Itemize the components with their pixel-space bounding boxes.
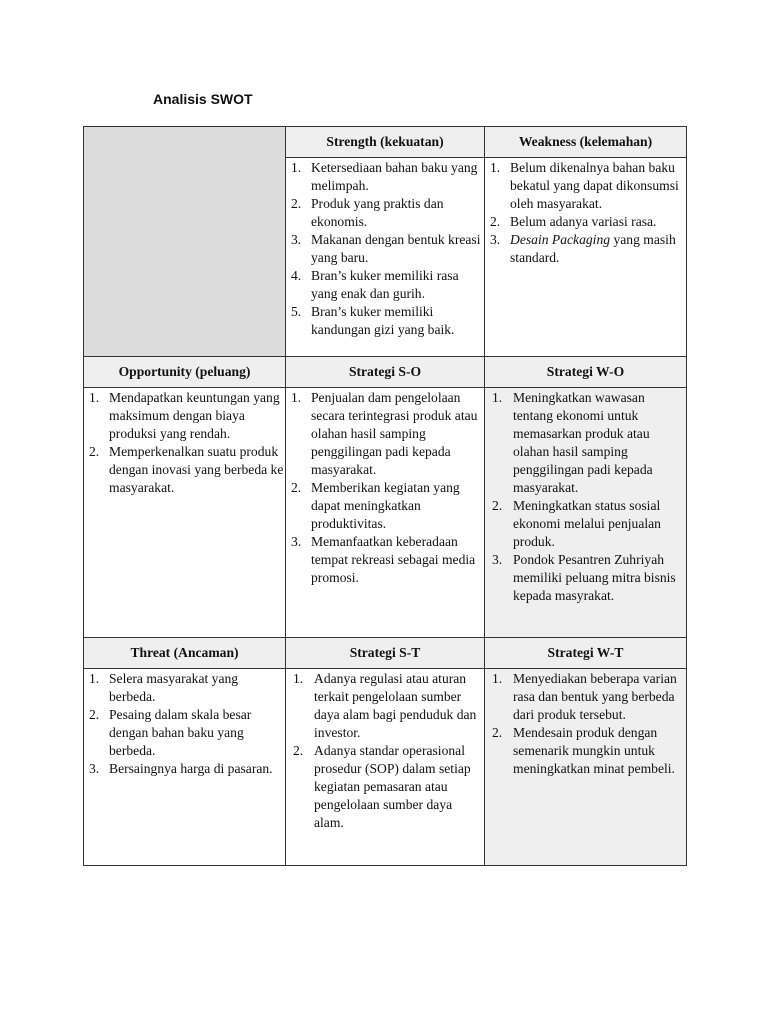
list-item: 3. Bersaingnya harga di pasaran. (89, 761, 273, 776)
corner-cell (84, 127, 286, 357)
strength-header: Strength (kekuatan) (286, 127, 485, 158)
list-item: 1. Penjualan dam pengelolaan secara terintegrasi produk atau olahan hasil samping penggilingan padi kepada masyarakat. (291, 390, 478, 477)
list-item: 5. Bran’s kuker memiliki kandungan gizi yang baik. (291, 304, 455, 337)
strategy-so-list (286, 389, 484, 587)
header-row-strength-weakness (84, 127, 687, 158)
list-item: 2. Memperkenalkan suatu produk dengan inovasi yang berbeda ke masyarakat. (89, 444, 284, 495)
body-row-threat (84, 669, 687, 866)
swot-table (83, 126, 687, 866)
list-item: 2. Memberikan kegiatan yang dapat meningkatkan produktivitas. (291, 480, 460, 531)
strategy-wo-list (485, 389, 686, 605)
list-item: 1. Adanya regulasi atau aturan terkait pengelolaan sumber daya alam bagi penduduk dan investor. (293, 671, 477, 740)
threat-list (84, 670, 285, 778)
opportunity-header: Opportunity (peluang) (84, 357, 286, 388)
header-row-opportunity (84, 357, 687, 388)
list-item: 1. Belum dikenalnya bahan baku bekatul yang dapat dikonsumsi oleh masyarakat. (490, 160, 679, 211)
list-item: 1. Menyediakan beberapa varian rasa dan bentuk yang berbeda dari produk tersebut. (492, 671, 677, 722)
list-item: 1. Mendapatkan keuntungan yang maksimum dengan biaya produksi yang rendah. (89, 390, 280, 441)
list-item: 2. Meningkatkan status sosial ekonomi melalui penjualan produk. (492, 498, 661, 549)
strategy-so-header: Strategi S-O (286, 357, 485, 388)
weakness-list (485, 159, 686, 267)
opportunity-cell (84, 388, 286, 638)
list-item: 2. Belum adanya variasi rasa. (490, 214, 657, 229)
strategy-st-cell (286, 669, 485, 866)
list-item: 3. Memanfaatkan keberadaan tempat rekreasi sebagai media promosi. (291, 534, 476, 585)
list-item: 1. Selera masyarakat yang berbeda. (89, 671, 239, 704)
strategy-st-list (286, 670, 484, 832)
body-row-opportunity (84, 388, 687, 638)
weakness-cell (485, 158, 687, 357)
threat-header: Threat (Ancaman) (84, 638, 286, 669)
document-title: Analisis SWOT (153, 91, 253, 107)
strength-list (286, 159, 484, 339)
list-item: 3. Pondok Pesantren Zuhriyah memiliki peluang mitra bisnis kepada masyrakat. (492, 552, 676, 603)
header-row-threat (84, 638, 687, 669)
strategy-wt-list (485, 670, 686, 778)
strategy-wo-cell (485, 388, 687, 638)
list-item: 2. Adanya standar operasional prosedur (SOP) dalam setiap kegiatan pemasaran atau pengelolaan sumber daya alam. (293, 743, 471, 830)
list-item: 3. Makanan dengan bentuk kreasi yang baru. (291, 232, 481, 265)
strategy-wt-header: Strategi W-T (485, 638, 687, 669)
weakness-header: Weakness (kelemahan) (485, 127, 687, 158)
list-item: 4. Bran’s kuker memiliki rasa yang enak dan gurih. (291, 268, 459, 301)
threat-cell (84, 669, 286, 866)
strategy-wo-header: Strategi W-O (485, 357, 687, 388)
strategy-wt-cell (485, 669, 687, 866)
list-item: 2. Mendesain produk dengan semenarik mungkin untuk meningkatkan minat pembeli. (492, 725, 675, 776)
strength-cell (286, 158, 485, 357)
opportunity-list (84, 389, 285, 497)
list-item: 2. Pesaing dalam skala besar dengan bahan baku yang berbeda. (89, 707, 252, 758)
list-item: 3. Desain Packaging yang masih standard. (490, 232, 676, 265)
list-item: 1. Ketersediaan bahan baku yang melimpah. (291, 160, 478, 193)
list-item: 2. Produk yang praktis dan ekonomis. (291, 196, 444, 229)
strategy-so-cell (286, 388, 485, 638)
list-item: 1. Meningkatkan wawasan tentang ekonomi untuk memasarkan produk atau olahan hasil samping penggilingan padi kepada masyarakat. (492, 390, 653, 495)
strategy-st-header: Strategi S-T (286, 638, 485, 669)
